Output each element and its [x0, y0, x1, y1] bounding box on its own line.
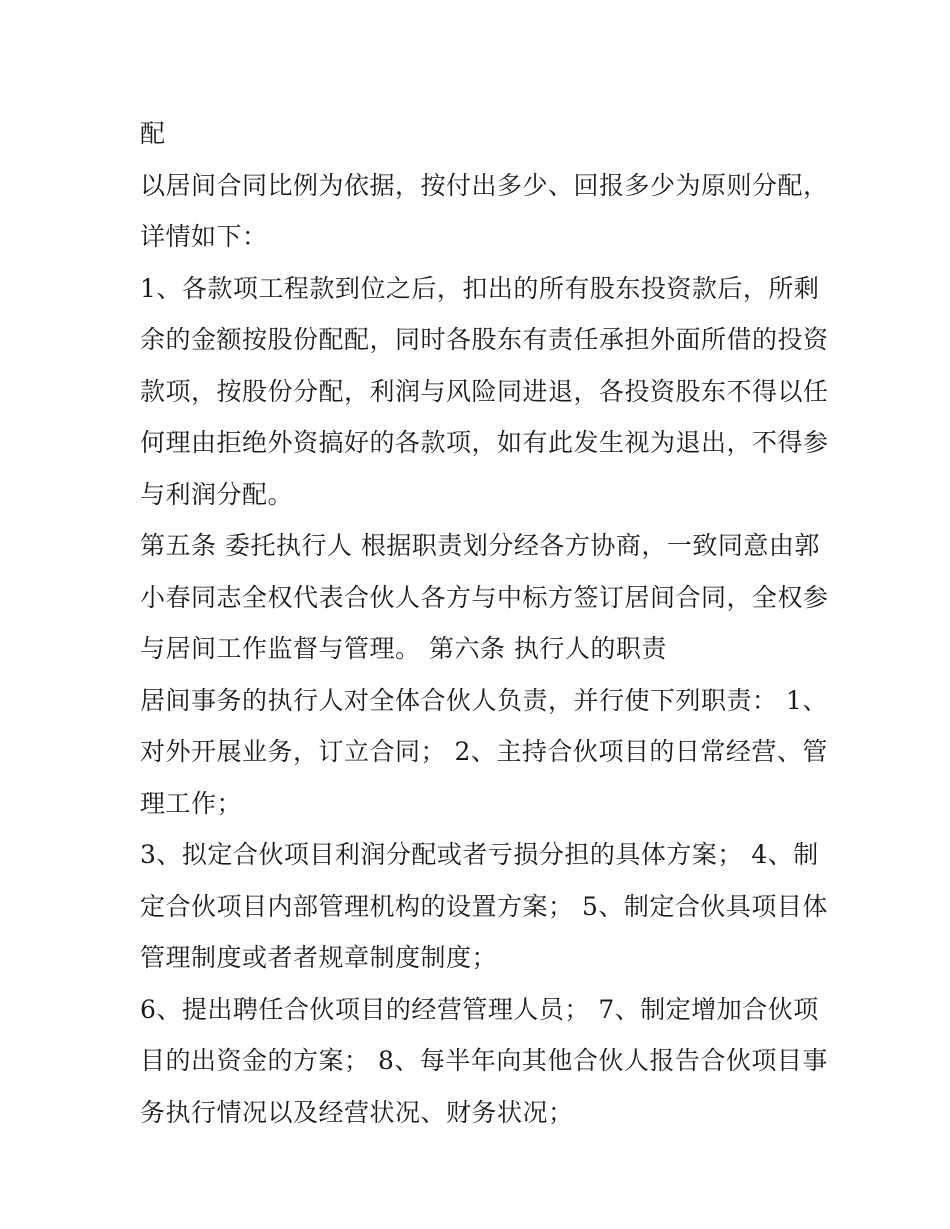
text-line: 居间事务的执行人对全体合伙人负责，并行使下列职责： 1、 [140, 685, 828, 715]
text-line: 余的金额按股份配配，同时各股东有责任承担外面所借的投资 [140, 325, 829, 354]
text-line: 小春同志全权代表合伙人各方与中标方签订居间合同，全权参 [140, 582, 829, 612]
text-line: 管理制度或者者规章制度制度； [140, 943, 498, 972]
text-line: 目的出资金的方案； 8、每半年向其他合伙人报告合伙项目事 [140, 1046, 828, 1075]
text-line: 款项，按股份分配，利润与风险同进退，各投资股东不得以任 [140, 376, 829, 406]
text-line: 1、各款项工程款到位之后，扣出的所有股东投资款后，所剩 [140, 273, 820, 303]
text-line: 配 [140, 119, 166, 148]
text-line: 对外开展业务，订立合同； 2、主持合伙项目的日常经营、管 [140, 737, 828, 766]
text-line: 详情如下： [140, 222, 268, 251]
text-line: 何理由拒绝外资搞好的各款项，如有此发生视为退出，不得参 [140, 428, 829, 457]
text-line: 与居间工作监督与管理。 第六条 执行人的职责 [140, 634, 667, 663]
text-line: 第五条 委托执行人 根据职责划分经各方协商，一致同意由郭 [140, 531, 820, 560]
text-line: 理工作； [140, 788, 243, 818]
document-body [140, 108, 829, 1138]
text-line: 6、提出聘任合伙项目的经营管理人员； 7、制定增加合伙项 [140, 994, 819, 1024]
text-line: 3、拟定合伙项目利润分配或者亏损分担的具体方案； 4、制 [140, 840, 819, 869]
text-line: 以居间合同比例为依据，按付出多少、回报多少为原则分配， [140, 170, 829, 200]
text-line: 与利润分配。 [140, 479, 294, 509]
text-line: 务执行情况以及经营状况、财务状况； [140, 1097, 574, 1127]
text-line: 定合伙项目内部管理机构的设置方案； 5、制定合伙具项目体 [140, 891, 828, 921]
